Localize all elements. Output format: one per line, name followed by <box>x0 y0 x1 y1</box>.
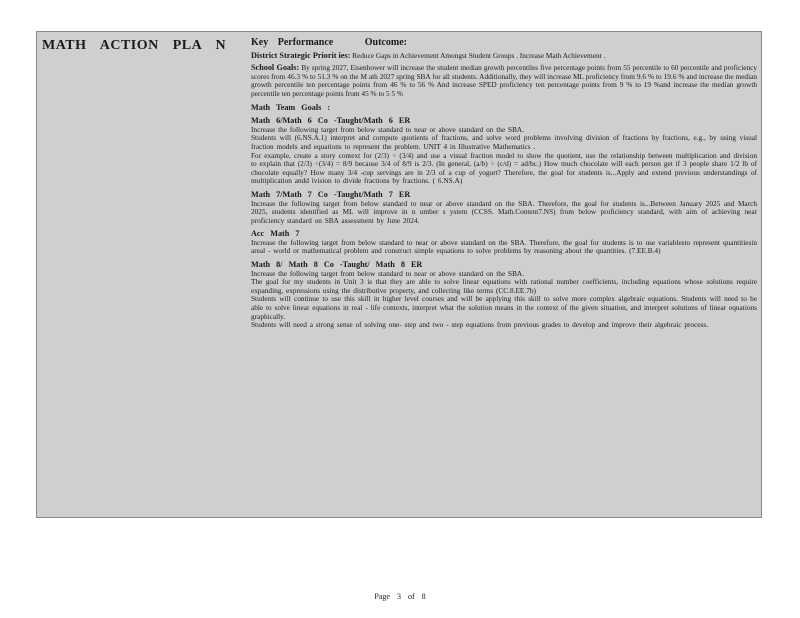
school-goals-label: School Goals: <box>251 63 300 73</box>
course-section-heading: Math 7/Math 7 Co -Taught/Math 7 ER <box>251 189 411 199</box>
course-section-heading: Math 6/Math 6 Co -Taught/Math 6 ER <box>251 116 411 126</box>
key-performance-outcome <box>251 39 757 48</box>
district-priorities-text: Reduce Gaps in Achievement Amongst Student Groups . Increase Math Achievement . <box>352 50 606 60</box>
math-team-sections <box>251 103 757 330</box>
kpo-outcome-label: Outcome: <box>364 37 407 48</box>
district-priorities-label: District Strategic Priorit ies: <box>251 50 351 60</box>
course-goal-paragraph: Increase the following target from below standard to near or above standard on the SBA. <box>251 124 525 134</box>
course-goal-paragraph: Students will (6.NS.A.1) interpret and compute quotients of fractions, and solve word problems involving division of fractions by fractions, e.g., by using visual fraction models and equations to represent the problem. UNIT 4 in Illustrative Mathematics . <box>251 133 757 151</box>
district-priorities <box>251 52 757 61</box>
kpo-label: Key Performance <box>251 37 334 48</box>
plan-title: MATH ACTION PLA N <box>42 38 227 53</box>
course-section-heading: Math Team Goals : <box>251 102 331 112</box>
course-section <box>251 103 757 113</box>
course-section <box>251 190 757 225</box>
course-goal-paragraph: Increase the following target from below standard to near or above standard on the SBA. Therefore, the goal for students is...Between January 2025 and March 2025, students identified as ML will improve in n umber s ystem (CCSS. Math.Content7.NS) from below proficiency standard, with aim of achieving near proficiency standard on SBA assessment by June 2024. <box>251 198 757 225</box>
school-goals <box>251 64 757 98</box>
course-goal-paragraph: Increase the following target from below standard to near or above standard on the SBA. Therefore, the goal for students is to use variablesto represent quantitiesin areal - world or mathematical problem and construct simple equations to solve problems by reasoning about the quantities. (7.EE.B.4) <box>251 237 757 256</box>
course-goal-paragraph: The goal for my students in Unit 3 is that they are able to solve linear equations with rational number coefficients, including equations whose solutions require expanding, expressions using the distributive property, and collecting like terms (CC.8.EE.7b) <box>251 277 757 295</box>
plan-title-cell <box>42 38 242 54</box>
action-plan-table <box>36 31 762 518</box>
course-goal-paragraph: Students will need a strong sense of solving one- step and two - step equations from previous grades to develop and improve their algebraic process. <box>251 320 709 330</box>
course-section <box>251 260 757 330</box>
course-section <box>251 229 757 256</box>
course-goal-paragraph: Increase the following target from below standard to near or above standard on the SBA. <box>251 268 525 278</box>
plan-content-cell <box>251 39 757 334</box>
course-section <box>251 116 757 186</box>
course-goal-paragraph: Students will continue to use this skill in higher level courses and will be applying this skill to solve more complex algebraic equations. Students will need to be able to solve linear equations in real - life contexts, interpret what the solution means in the context of the given situation, and interpret solutions of linear equations graphically. <box>251 294 757 321</box>
course-section-heading: Math 8/ Math 8 Co -Taught/ Math 8 ER <box>251 260 423 270</box>
course-section-heading: Acc Math 7 <box>251 229 300 239</box>
page-number: Page 3 of 8 <box>374 592 426 601</box>
school-goals-text: By spring 2027, Eisenhower will increase the student median growth percentiles five percentage points from 55 percentile to 60 percentile and proficiency scores from 46.3 % to 51.3 % on the M ath 2027 spring SBA for all students. Additionally, they will increase ML proficiency from 9.6 % to 19.6 % and increase the median growth percentile ten percentage points from 46 % to 56 % And increase SPED proficiency ten percentage points from 9 % to 19 %and increase the median growth percentile ten percentage points from 45 % to 5 5 % <box>251 63 757 98</box>
course-goal-paragraph: For example, create a story context for (2/3) ÷ (3/4) and use a visual fraction model to show the quotient, use the relationship between multiplication and division to explain that (2/3) ÷(3/4) = 8/9 because 3/4 of 8/9 is 2/3. (In general, (a/b) ÷ (c/d) = ad/bc.) How much chocolate will each person get if 3 people share 1/2 lb of chocolate equally? How many 3/4 -cup servings are in 2/3 of a cup of yogurt? Therefore, the goal for students is...Apply and extend previous understandings of multiplication andd ivision to divide fractions by fractions. ( 6.NS.A) <box>251 150 757 186</box>
